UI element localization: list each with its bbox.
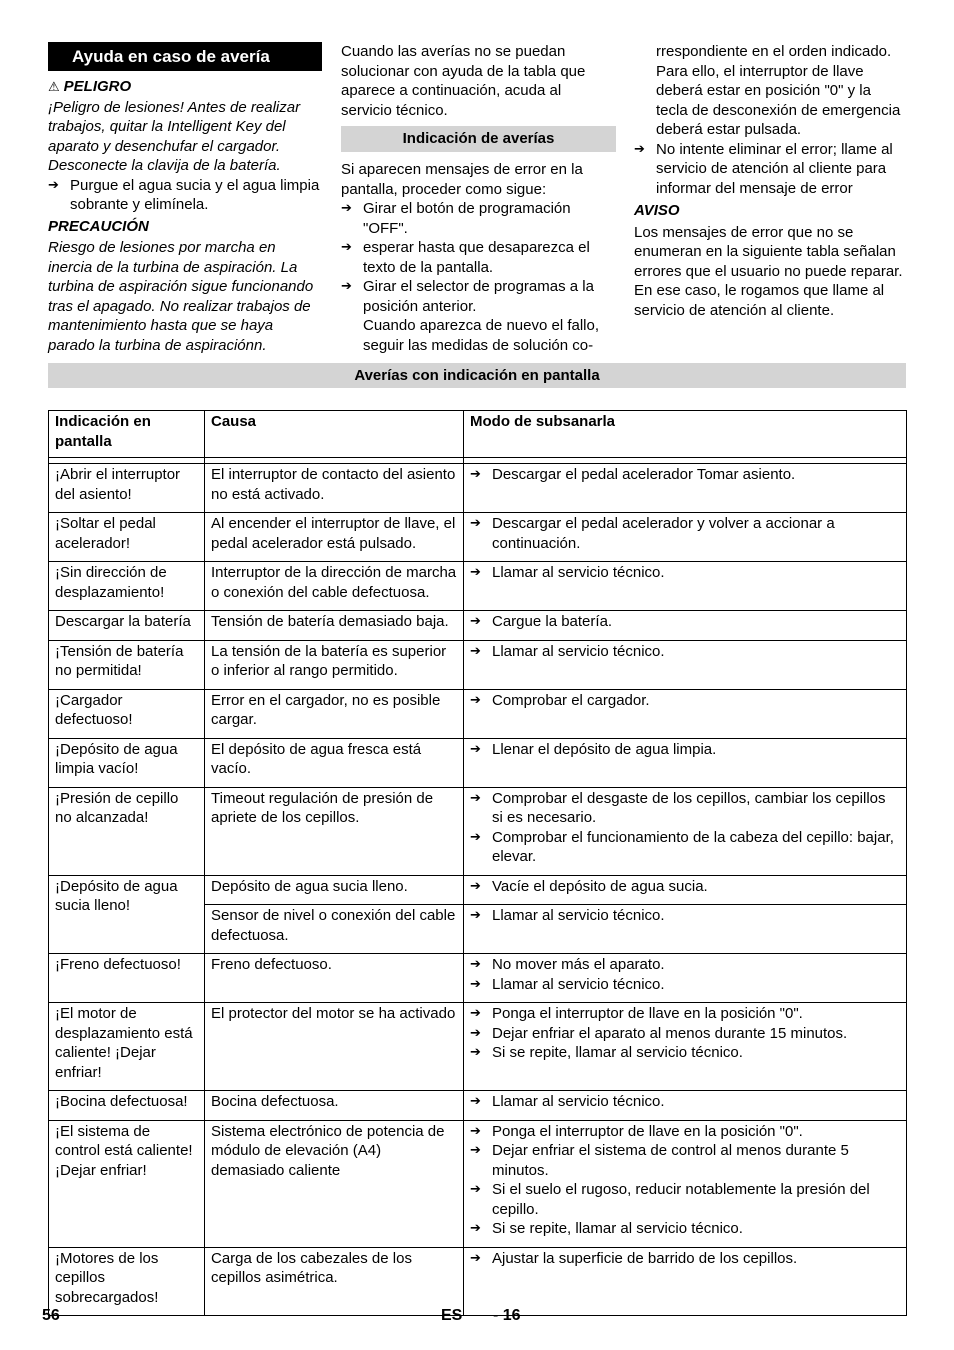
cell-causa: Sensor de nivel o conexión del cable defectuosa. bbox=[205, 905, 464, 954]
remedy-step: ➔ Dejar enfriar el aparato al menos durante 15 minutos. bbox=[470, 1024, 900, 1044]
table-row bbox=[49, 1091, 907, 1121]
cell-indicacion: ¡Bocina defectuosa! bbox=[49, 1091, 205, 1121]
table-row bbox=[49, 562, 907, 611]
cell-modo bbox=[464, 1091, 907, 1121]
table-heading: Averías con indicación en pantalla bbox=[48, 363, 906, 388]
cell-modo bbox=[464, 1120, 907, 1247]
aviso-label: AVISO bbox=[634, 202, 680, 219]
remedy-step: ➔ Llamar al servicio técnico. bbox=[470, 975, 900, 995]
table-row bbox=[49, 513, 907, 562]
error-step: ➔ No intente eliminar el error; llame al servicio de atención al cliente para informar del mensaje de error bbox=[634, 140, 906, 199]
page-number: 16 bbox=[502, 1307, 521, 1324]
indicacion-step-3: ➔ Girar el selector de programas a la posición anterior. bbox=[341, 277, 616, 316]
table-row bbox=[49, 738, 907, 787]
table-row bbox=[49, 1120, 907, 1247]
table-header-row bbox=[49, 411, 907, 458]
table-row bbox=[49, 787, 907, 875]
cell-modo bbox=[464, 875, 907, 905]
remedy-step: ➔ Si se repite, llamar al servicio técnico. bbox=[470, 1043, 900, 1063]
cell-indicacion: ¡Depósito de agua limpia vacío! bbox=[49, 738, 205, 787]
header-indicacion: Indicación en pantalla bbox=[49, 411, 205, 458]
remedy-step: ➔ Ponga el interruptor de llave en la posición "0". bbox=[470, 1004, 900, 1024]
table-row bbox=[49, 611, 907, 641]
cell-modo bbox=[464, 787, 907, 875]
peligro-text: ¡Peligro de lesiones! Antes de realizar trabajos, quitar la Intelligent Key del aparato y desenchufar el cargador. Desconecte la clavija de la batería. bbox=[48, 98, 301, 174]
cell-causa: Bocina defectuosa. bbox=[205, 1091, 464, 1121]
table-row bbox=[49, 464, 907, 513]
indicacion-step-2: ➔ esperar hasta que desaparezca el texto de la pantalla. bbox=[341, 238, 616, 277]
peligro-label-text: PELIGRO bbox=[63, 78, 132, 95]
cell-causa: Carga de los cabezales de los cepillos asimétrica. bbox=[205, 1247, 464, 1316]
precaucion-label: PRECAUCIÓN bbox=[48, 217, 149, 235]
remedy-step: ➔ Llamar al servicio técnico. bbox=[470, 642, 900, 662]
cell-causa: El interruptor de contacto del asiento no está activado. bbox=[205, 464, 464, 513]
table-row bbox=[49, 1003, 907, 1091]
cell-modo bbox=[464, 640, 907, 689]
remedy-step: ➔ Llamar al servicio técnico. bbox=[470, 563, 900, 583]
section-heading-ayuda: Ayuda en caso de avería bbox=[48, 42, 322, 71]
indicacion-step-1: ➔ Girar el botón de programación "OFF". bbox=[341, 199, 616, 238]
cell-causa: Al encender el interruptor de llave, el pedal acelerador está pulsado. bbox=[205, 513, 464, 562]
remedy-step: ➔ Dejar enfriar el sistema de control al menos durante 5 minutos. bbox=[470, 1141, 900, 1180]
cell-modo bbox=[464, 464, 907, 513]
cell-causa: La tensión de la batería es superior o inferior al rango permitido. bbox=[205, 640, 464, 689]
remedy-step: ➔ Comprobar el desgaste de los cepillos, cambiar los cepillos si es necesario. bbox=[470, 789, 900, 828]
cell-indicacion: ¡Tensión de batería no permitida! bbox=[49, 640, 205, 689]
cell-causa: Depósito de agua sucia lleno. bbox=[205, 875, 464, 905]
column-2 bbox=[341, 42, 616, 355]
remedy-step: ➔ Llamar al servicio técnico. bbox=[470, 1092, 900, 1112]
header-modo: Modo de subsanarla bbox=[464, 411, 907, 458]
remedy-step: ➔ Vacíe el depósito de agua sucia. bbox=[470, 877, 900, 897]
cell-modo bbox=[464, 954, 907, 1003]
remedy-step: ➔ Ponga el interruptor de llave en la posición "0". bbox=[470, 1122, 900, 1142]
cell-modo bbox=[464, 611, 907, 641]
cell-indicacion: ¡Soltar el pedal acelerador! bbox=[49, 513, 205, 562]
peligro-label bbox=[48, 77, 322, 98]
cell-indicacion: ¡Motores de los cepillos sobrecargados! bbox=[49, 1247, 205, 1316]
cell-causa: El protector del motor se ha activado bbox=[205, 1003, 464, 1091]
intro-text: Cuando las averías no se puedan solucionar con ayuda de la tabla que aparece a continuación, acuda al servicio técnico. bbox=[341, 43, 586, 119]
cell-indicacion: Descargar la batería bbox=[49, 611, 205, 641]
remedy-step: ➔ Llamar al servicio técnico. bbox=[470, 906, 900, 926]
cell-indicacion: ¡Abrir el interruptor del asiento! bbox=[49, 464, 205, 513]
warning-triangle-icon: ⚠ bbox=[48, 80, 60, 95]
language-code: ES bbox=[441, 1307, 463, 1324]
remedy-step: ➔ No mover más el aparato. bbox=[470, 955, 900, 975]
cell-modo bbox=[464, 738, 907, 787]
remedy-step: ➔ Si se repite, llamar al servicio técnico. bbox=[470, 1219, 900, 1239]
page-separator: - bbox=[493, 1307, 499, 1324]
precaucion-text: Riesgo de lesiones por marcha en inercia de la turbina de aspiración. La turbina de aspiración sigue funcionando tras el apagado. No realizar trabajos de mantenimiento hasta que se haya parado la turbina de aspiraciónn. bbox=[48, 239, 314, 354]
column-3 bbox=[634, 42, 906, 320]
table-body bbox=[49, 464, 907, 1316]
cell-indicacion: ¡Cargador defectuoso! bbox=[49, 689, 205, 738]
header-causa: Causa bbox=[205, 411, 464, 458]
cell-modo bbox=[464, 1247, 907, 1316]
cell-causa: Freno defectuoso. bbox=[205, 954, 464, 1003]
continuation-text: rrespondiente en el orden indicado. Para ello, el interruptor de llave deberá estar en posición "0" y la tecla de desconexión de emergencia deberá estar pulsada. bbox=[656, 43, 901, 138]
cell-causa: El depósito de agua fresca está vacío. bbox=[205, 738, 464, 787]
remedy-step: ➔ Comprobar el cargador. bbox=[470, 691, 900, 711]
column-1 bbox=[48, 42, 322, 355]
remedy-step: ➔ Llenar el depósito de agua limpia. bbox=[470, 740, 900, 760]
cell-causa: Timeout regulación de presión de apriete de los cepillos. bbox=[205, 787, 464, 875]
remedy-step: ➔ Cargue la batería. bbox=[470, 612, 900, 632]
remedy-step: ➔ Ajustar la superficie de barrido de los cepillos. bbox=[470, 1249, 900, 1269]
table-row bbox=[49, 640, 907, 689]
remedy-step: ➔ Descargar el pedal acelerador Tomar asiento. bbox=[470, 465, 900, 485]
cell-modo bbox=[464, 562, 907, 611]
page-number-right bbox=[493, 1306, 521, 1326]
remedy-step: ➔ Descargar el pedal acelerador y volver a accionar a continuación. bbox=[470, 514, 900, 553]
cell-indicacion: ¡El sistema de control está caliente! ¡Dejar enfriar! bbox=[49, 1120, 205, 1247]
cell-indicacion: ¡Freno defectuoso! bbox=[49, 954, 205, 1003]
peligro-step: ➔ Purgue el agua sucia y el agua limpia sobrante y elimínela. bbox=[48, 176, 322, 215]
cell-causa: Error en el cargador, no es posible cargar. bbox=[205, 689, 464, 738]
cell-indicacion: ¡Sin dirección de desplazamiento! bbox=[49, 562, 205, 611]
cell-indicacion: ¡El motor de desplazamiento está caliente! ¡Dejar enfriar! bbox=[49, 1003, 205, 1091]
cell-modo bbox=[464, 513, 907, 562]
cell-causa: Sistema electrónico de potencia de módulo de elevación (A4) demasiado caliente bbox=[205, 1120, 464, 1247]
cell-modo bbox=[464, 1003, 907, 1091]
cell-modo bbox=[464, 689, 907, 738]
indicacion-step-3-cont: Cuando aparezca de nuevo el fallo, seguir las medidas de solución co- bbox=[363, 317, 600, 354]
remedy-step: ➔ Comprobar el funcionamiento de la cabeza del cepillo: bajar, elevar. bbox=[470, 828, 900, 867]
aviso-text: Los mensajes de error que no se enumeran en la siguiente tabla señalan errores que el usuario no puede reparar. En ese caso, le rogamos que llame al servicio de atención al cliente. bbox=[634, 223, 903, 319]
table-row bbox=[49, 875, 907, 905]
fault-table bbox=[48, 410, 907, 1316]
table-row bbox=[49, 689, 907, 738]
cell-indicacion: ¡Depósito de agua sucia lleno! bbox=[49, 875, 205, 954]
cell-modo bbox=[464, 905, 907, 954]
page-number-left: 56 bbox=[42, 1307, 60, 1324]
table-row bbox=[49, 1247, 907, 1316]
cell-causa: Tensión de batería demasiado baja. bbox=[205, 611, 464, 641]
section-heading-indicacion: Indicación de averías bbox=[341, 126, 616, 152]
cell-causa: Interruptor de la dirección de marcha o conexión del cable defectuosa. bbox=[205, 562, 464, 611]
indicacion-para: Si aparecen mensajes de error en la pantalla, proceder como sigue: bbox=[341, 161, 583, 198]
cell-indicacion: ¡Presión de cepillo no alcanzada! bbox=[49, 787, 205, 875]
table-row bbox=[49, 954, 907, 1003]
remedy-step: ➔ Si el suelo el rugoso, reducir notablemente la presión del cepillo. bbox=[470, 1180, 900, 1219]
